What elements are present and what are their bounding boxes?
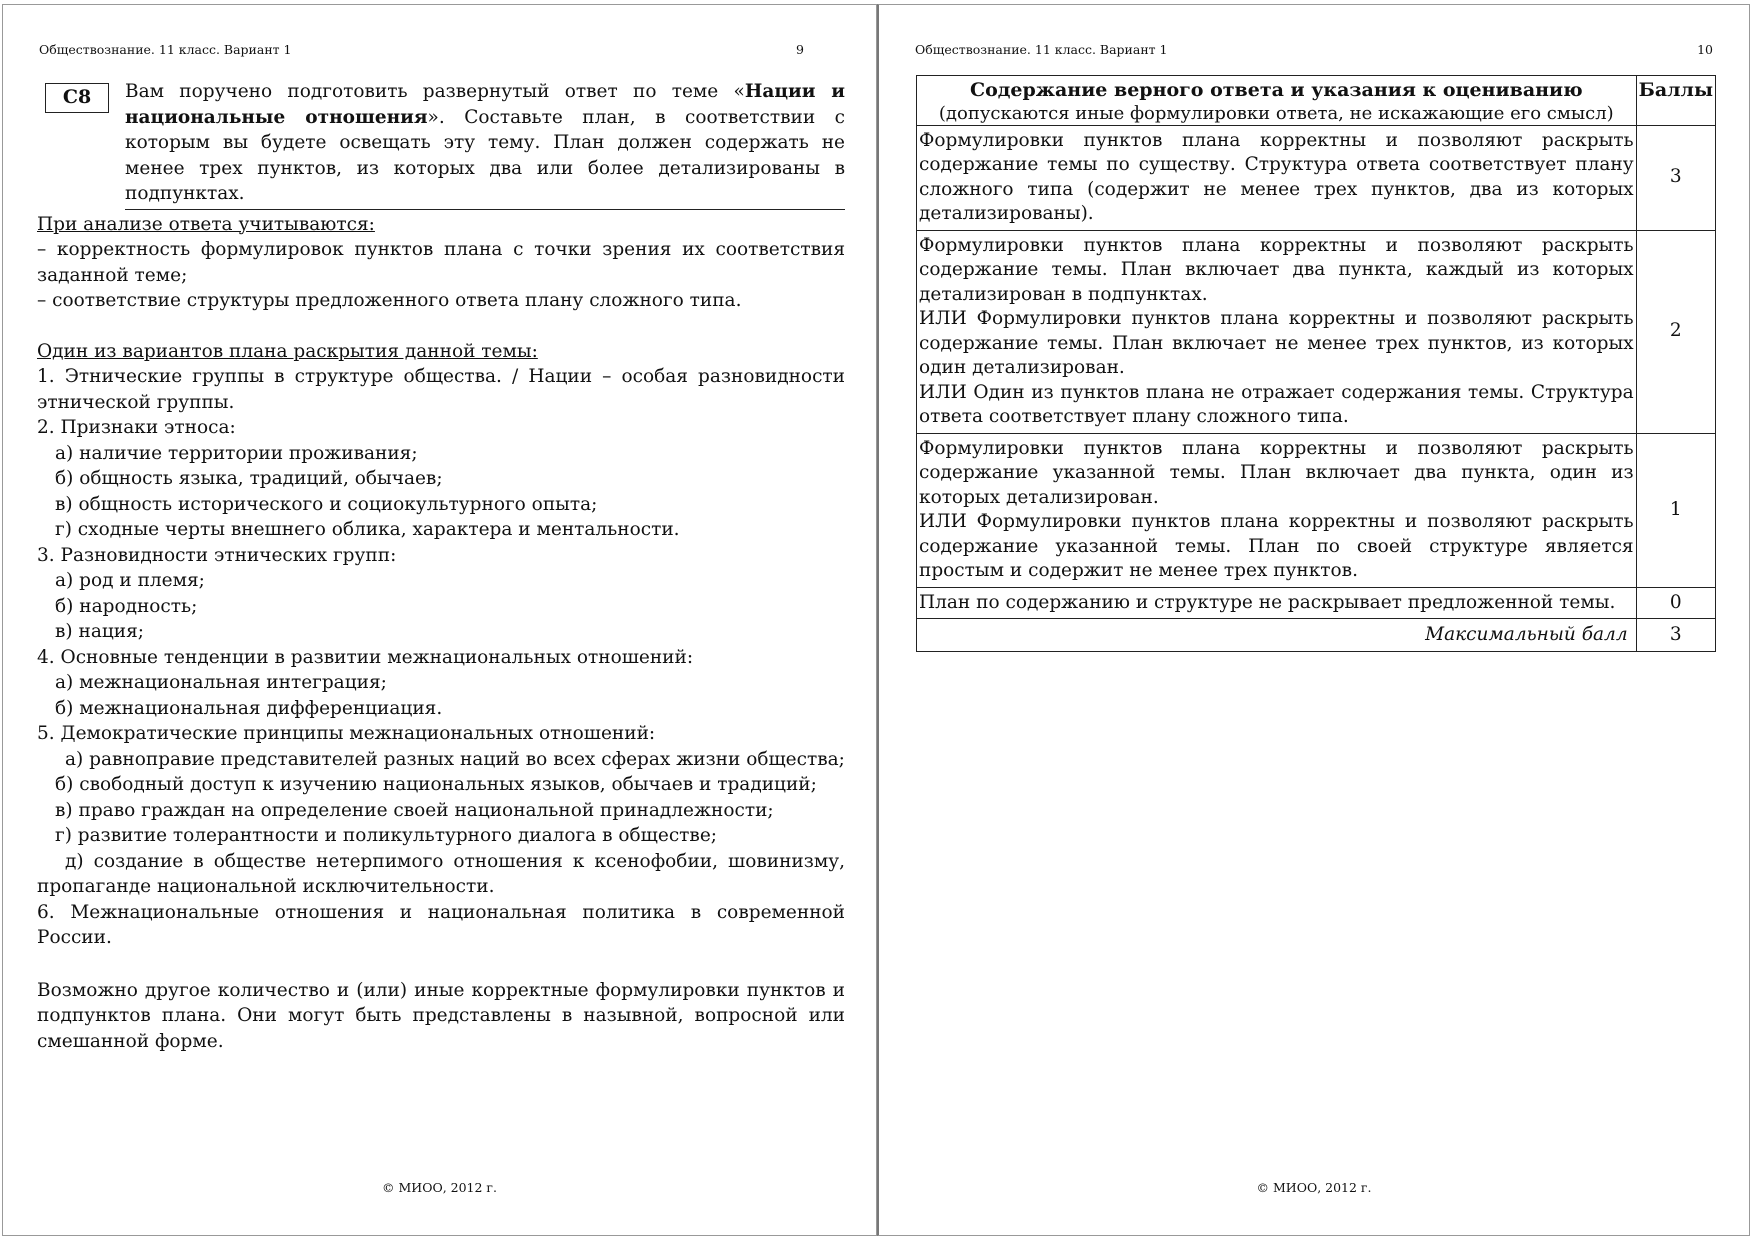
plan-subpoint: в) право граждан на определение своей национальной принадлежности; [55, 799, 774, 821]
criteria-cell [917, 587, 1637, 619]
plan-point: 1. Этнические группы в структуре общества. / Нации – особая разновидности этнической группы. [37, 366, 845, 413]
page-left [2, 4, 877, 1236]
page-right [877, 4, 1750, 1236]
plan-point: 4. Основные тенденции в развитии межнациональных отношений: [37, 646, 694, 668]
table-row [917, 433, 1716, 587]
plan-point: 3. Разновидности этнических групп: [37, 544, 397, 566]
plan-subpoint: г) сходные черты внешнего облика, характера и ментальности. [55, 519, 680, 540]
analysis-item: – соответствие структуры предложенного ответа плану сложного типа. [37, 290, 742, 311]
page-number: 9 [796, 42, 804, 57]
grading-table [916, 75, 1716, 652]
header-main: Содержание верного ответа и указания к оцениванию [969, 79, 1583, 101]
criteria-line: ИЛИ Один из пунктов плана не отражает содержания темы. Структура ответа соответствует плану сложного типа. [919, 381, 1634, 427]
plan-point: 6. Межнациональные отношения и национальная политика в современной России. [37, 901, 845, 948]
criteria-cell [917, 433, 1637, 587]
header-score: Баллы [1636, 76, 1715, 126]
analysis-heading: При анализе ответа учитываются: [37, 213, 375, 235]
task-text-part: Вам поручено подготовить развернутый ответ по теме « [125, 81, 745, 102]
task-block [37, 79, 845, 210]
score-cell: 2 [1636, 230, 1715, 433]
table-header-content [917, 76, 1637, 126]
header-title: Обществознание. 11 класс. Вариант 1 [39, 42, 292, 57]
task-topic: Нации и национальные отношения [125, 81, 845, 128]
plan-subpoint: б) общность языка, традиций, обычаев; [55, 468, 443, 489]
task-text [125, 79, 845, 210]
criteria-line: ИЛИ Формулировки пунктов плана корректны и позволяют раскрыть содержание темы. План включает не менее трех пунктов, из которых один детализирован. [919, 308, 1634, 378]
plan-point: 2. Признаки этноса: [37, 417, 236, 438]
analysis-item: – корректность формулировок пунктов плана с точки зрения их соответствия заданной теме; [37, 239, 845, 286]
criteria-line: Формулировки пунктов плана корректны и позволяют раскрыть содержание темы. План включает два пункта, каждый из которых детализирован в подпунктах. [919, 234, 1634, 305]
table-row [917, 587, 1716, 619]
table-row [917, 230, 1716, 433]
header-sub: (допускаются иные формулировки ответа, не искажающие его смысл) [938, 102, 1614, 124]
plan-subpoint: г) развитие толерантности и поликультурного диалога в обществе; [55, 825, 718, 846]
criteria-line: Формулировки пунктов плана корректны и позволяют раскрыть содержание указанной темы. План включает два пункта, один из которых детализирован. [919, 437, 1634, 508]
task-label: С8 [45, 83, 109, 113]
task-text-part: ». Составьте план, в соответствии с которым вы будете освещать эту тему. План должен содержать не менее трех пунктов, из которых два или более детализированы в подпунктах. [125, 106, 845, 204]
plan-subpoint: а) наличие территории проживания; [55, 442, 418, 464]
page-footer: © МИОО, 2012 г. [1256, 1180, 1372, 1195]
header-title: Обществознание. 11 класс. Вариант 1 [915, 42, 1168, 57]
plan-subpoint: а) равноправие представителей разных наций во всех сферах жизни общества; [65, 748, 845, 770]
table-row [917, 125, 1716, 230]
plan-subpoint: б) свободный доступ к изучению национальных языков, обычаев и традиций; [55, 774, 817, 795]
plan-subpoint: б) межнациональная дифференциация. [55, 697, 443, 719]
page-content [37, 79, 845, 1054]
table-header-row [917, 76, 1716, 126]
page-number: 10 [1697, 42, 1713, 57]
plan-point: 5. Демократические принципы межнациональных отношений: [37, 723, 656, 744]
plan-subpoint: в) нация; [55, 621, 145, 642]
plan-subpoint: а) род и племя; [55, 570, 205, 591]
table-max-row [917, 619, 1716, 652]
max-score: 3 [1636, 619, 1715, 652]
score-cell: 3 [1636, 125, 1715, 230]
max-label: Максимальный балл [917, 619, 1637, 652]
page-footer: © МИОО, 2012 г. [382, 1180, 497, 1195]
plan-subpoint: а) межнациональная интеграция; [55, 672, 387, 693]
plan-subpoint: б) народность; [55, 595, 198, 617]
plan-heading: Один из вариантов плана раскрытия данной темы: [37, 340, 538, 362]
plan-subpoint: д) создание в обществе нетерпимого отношения к ксенофобии, шовинизму, пропаганде национальной исключительности. [37, 850, 845, 897]
page-header [915, 42, 1713, 58]
criteria-line: План по содержанию и структуре не раскрывает предложенной темы. [919, 591, 1616, 613]
score-cell: 0 [1636, 587, 1715, 619]
score-cell: 1 [1636, 433, 1715, 587]
criteria-cell [917, 125, 1637, 230]
criteria-line: ИЛИ Формулировки пунктов плана корректны и позволяют раскрыть содержание указанной темы. План по своей структуре является простым и содержит не менее трех пунктов. [919, 511, 1634, 581]
criteria-line: Формулировки пунктов плана корректны и позволяют раскрыть содержание темы по существу. Структура ответа соответствует плану сложного типа (содержит не менее трех пунктов, два из которых детализированы). [919, 129, 1634, 224]
closing-note: Возможно другое количество и (или) иные корректные формулировки пунктов и подпунктов плана. Они могут быть представлены в назывной, вопросной или смешанной форме. [37, 979, 845, 1052]
criteria-cell [917, 230, 1637, 433]
plan-subpoint: в) общность исторического и социокультурного опыта; [55, 493, 598, 515]
page-header [39, 42, 840, 58]
